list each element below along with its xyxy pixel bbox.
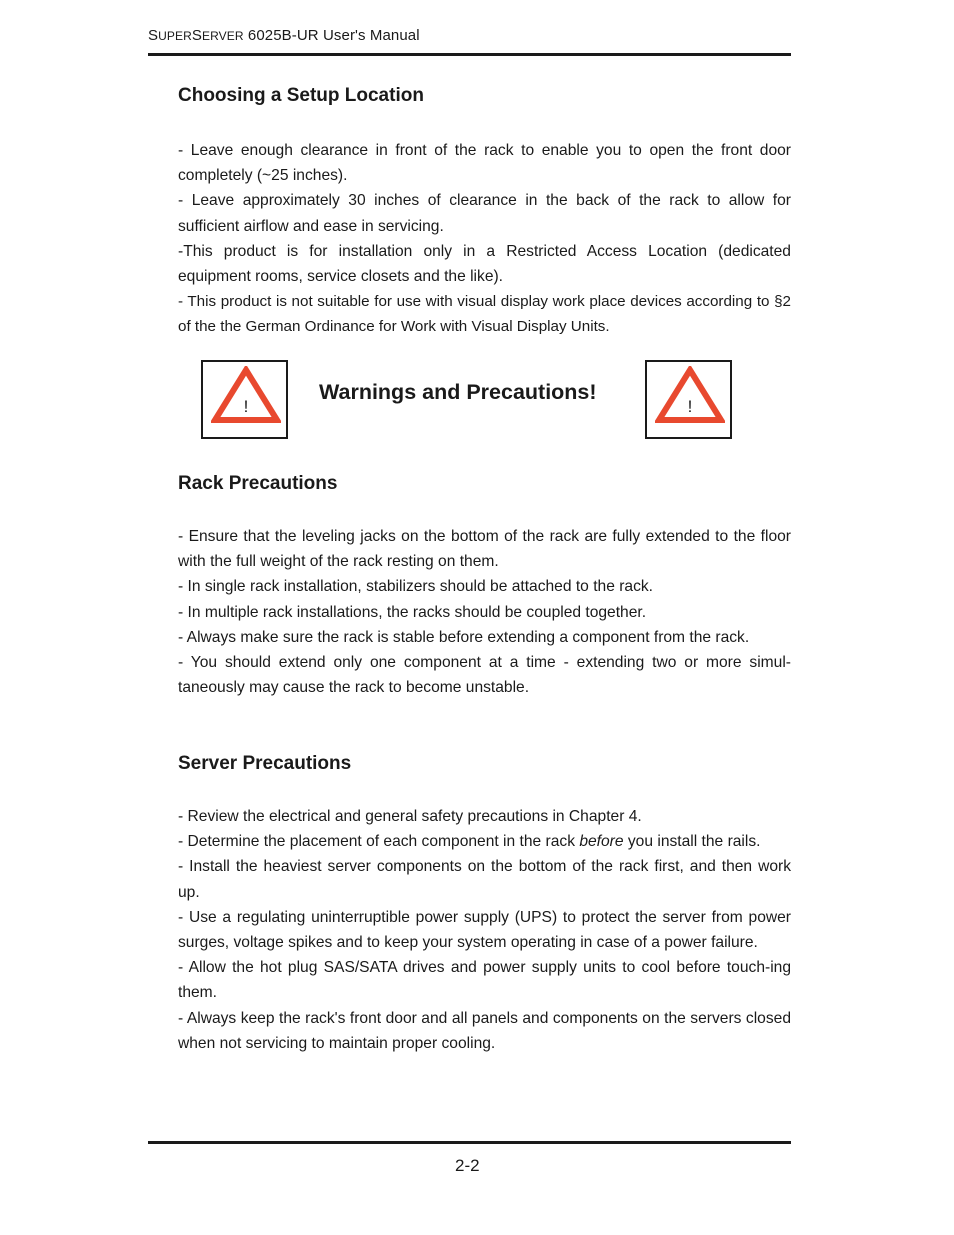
list-item: -This product is for installation only in a Restricted Access Location (dedicated equipment rooms, service closets and the like). [178, 242, 791, 286]
list-item: - Ensure that the leveling jacks on the bottom of the rack are fully extended to the floor with the full weight of the rack resting on them. [178, 528, 791, 571]
list-item: - Allow the hot plug SAS/SATA drives and power supply units to cool before touch-ing them. [178, 959, 791, 1002]
server-precautions-heading: Server Precautions [178, 753, 352, 774]
warning-symbol: ! [687, 397, 693, 416]
setup-location-heading: Choosing a Setup Location [178, 85, 424, 106]
list-item: - In multiple rack installations, the racks should be coupled together. [178, 603, 647, 621]
rack-precautions-list [178, 524, 791, 700]
setup-location-list [178, 138, 791, 340]
warning-box-right [645, 360, 732, 439]
list-item: - Install the heaviest server components on the bottom of the rack first, and then work up. [178, 858, 791, 901]
warning-triangle-icon [211, 366, 281, 424]
list-item: - Always keep the rack's front door and all panels and components on the servers closed when not servicing to maintain proper cooling. [178, 1009, 791, 1052]
rack-precautions-heading: Rack Precautions [178, 473, 338, 494]
warning-box-left [201, 360, 288, 439]
list-item: - This product is not suitable for use with visual display work place devices according to §2 of the the German Ordinance for Work with Visual Display Units. [178, 293, 791, 336]
warning-triangle-icon [655, 366, 725, 424]
list-item: - Use a regulating uninterruptible power supply (UPS) to protect the server from power surges, voltage spikes and to keep your system operating in case of a power failure. [178, 908, 791, 952]
server-precautions-list [178, 804, 791, 1056]
list-item: - Leave approximately 30 inches of clearance in the back of the rack to allow for sufficient airflow and ease in servicing. [178, 192, 791, 235]
running-header: SUPERSERVER 6025B-UR User's Manual [148, 27, 420, 44]
list-item: - Always make sure the rack is stable before extending a component from the rack. [178, 628, 750, 646]
warning-symbol: ! [243, 397, 249, 416]
list-item: - Review the electrical and general safety precautions in Chapter 4. [178, 808, 642, 825]
header-rule [148, 53, 791, 56]
footer-rule [148, 1141, 791, 1144]
list-item: - Leave enough clearance in front of the rack to enable you to open the front door completely (~25 inches). [178, 142, 791, 185]
warnings-title: Warnings and Precautions! [319, 380, 597, 404]
list-item: - In single rack installation, stabilizers should be attached to the rack. [178, 578, 653, 596]
list-item: - You should extend only one component at a time - extending two or more simul-taneously may cause the rack to become unstable. [178, 654, 791, 697]
list-item: - Determine the placement of each component in the rack before you install the rails. [178, 833, 761, 851]
page-number: 2-2 [455, 1156, 480, 1175]
